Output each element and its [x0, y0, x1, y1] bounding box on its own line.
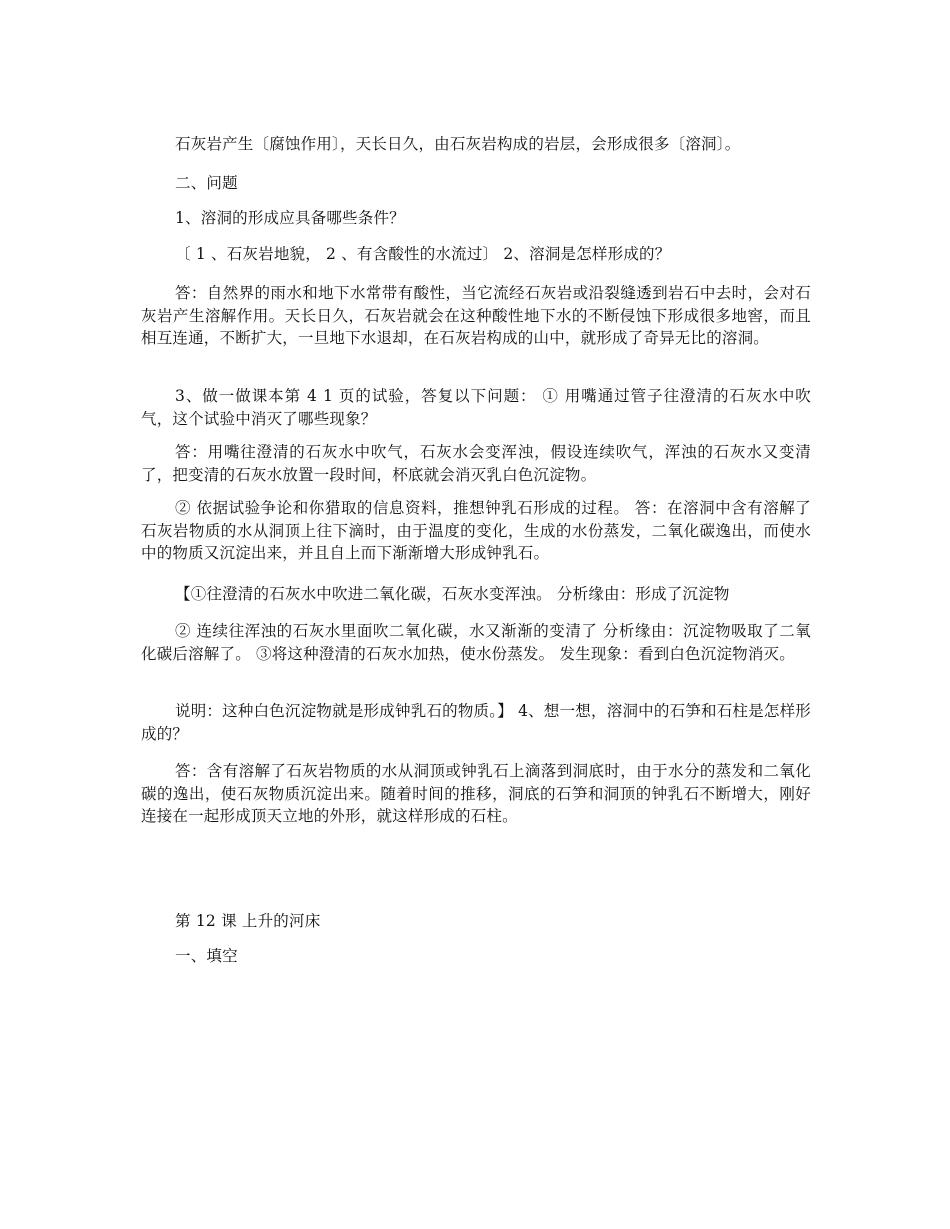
answer-2: 答：自然界的雨水和地下水常带有酸性，当它流经石灰岩或沿裂缝透到岩石中去时，会对石灰岩产生溶解作用。天长日久，石灰岩就会在这种酸性地下水的不断侵蚀下形成很多地窖，而且相互连通，不断扩大，一旦地下水退却，在石灰岩构成的山中，就形成了奇异无比的溶洞。	[141, 284, 811, 347]
answer-4: 答：含有溶解了石灰岩物质的水从洞顶或钟乳石上滴落到洞底时，由于水分的蒸发和二氧化碳的逸出，使石灰物质沉淀出来。随着时间的推移，洞底的石笋和洞顶的钟乳石不断增大，刚好连接在一起形成顶天立地的外形，就这样形成的石柱。	[141, 762, 811, 825]
answer-1-question-2: 〔 1 、石灰岩地貌， 2 、有含酸性的水流过〕 2、溶洞是怎样形成的？	[175, 245, 671, 263]
question-3-part-2: ② 依据试验争论和你猎取的信息资料，推想钟乳石形成的过程。 答：在溶洞中含有溶解了石灰岩物质的水从洞顶上往下滴时，由于温度的变化，生成的水份蒸发，二氧化碳逸出，而使水中的物质又沉淀出来，并且自上而下渐渐增大形成钟乳石。	[141, 499, 811, 562]
note-experiment-1: 【①往澄清的石灰水中吹进二氧化碳，石灰水变浑浊。 分析缘由：形成了沉淀物	[175, 585, 730, 603]
lesson-title: 第 12 课 上升的河床	[175, 912, 321, 930]
answer-3-part-1: 答：用嘴往澄清的石灰水中吹气，石灰水会变浑浊，假设连续吹气，浑浊的石灰水又变清了，把变清的石灰水放置一段时间，杯底就会消灭乳白色沉淀物。	[141, 443, 811, 484]
question-3: 3、做一做课本第 4 1 页的试验，答复以下问题： ① 用嘴通过管子往澄清的石灰水中吹气，这个试验中消灭了哪些现象？	[141, 387, 811, 428]
question-4: 说明：这种白色沉淀物就是形成钟乳石的物质。】 4、想一想，溶洞中的石笋和石柱是怎样形成的？	[141, 702, 811, 743]
note-experiment-2: ② 连续往浑浊的石灰水里面吹二氧化碳，水又渐渐的变清了 分析缘由：沉淀物吸取了二氧化碳后溶解了。 ③将这种澄清的石灰水加热，使水份蒸发。 发生现象：看到白色沉淀物消灭。	[141, 622, 811, 663]
question-1: 1、溶洞的形成应具备哪些条件？	[175, 209, 405, 227]
paragraph-limestone-erosion: 石灰岩产生〔腐蚀作用〕，天长日久，由石灰岩构成的岩层，会形成很多〔溶洞〕。	[175, 135, 741, 153]
section-heading-fill-in: 一、填空	[175, 947, 238, 965]
section-heading-questions: 二、问题	[175, 174, 238, 192]
